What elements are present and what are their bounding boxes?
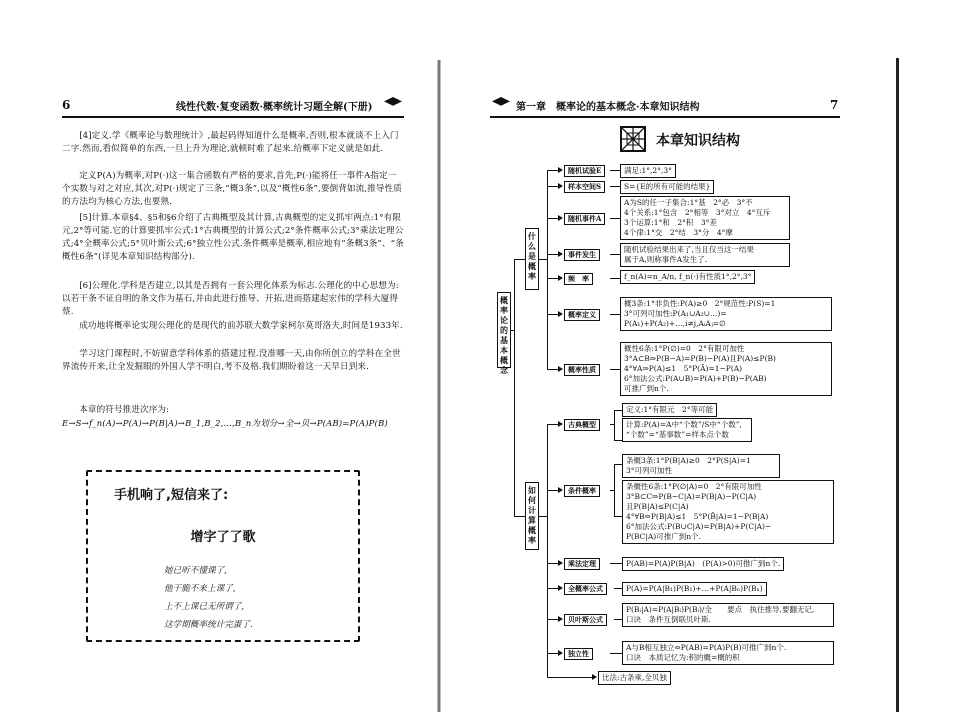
sms-line: 她已听不懂课了, [164, 566, 227, 576]
sms-line: 他干脆不来上课了, [164, 584, 236, 594]
node-frequency: f_n(A)=n_A/n, f_n(·)有性质1°,2°,3° [620, 270, 755, 284]
connector [514, 516, 525, 517]
node-label-probability-definition: 概率定义 [564, 309, 600, 321]
node-label-sample-space: 样本空间S [564, 181, 605, 193]
node-probability-properties: 概性6条:1°P(∅)=0 2°有限可加性 3°A⊂B⇒P(B−A)=P(B)−P(A)且P(A)≤P(B) 4°∀A⇒P(A)≤1 5°P(Ā)=1−P(A) 6°加法公式:P(A∪B)=P(A)+P(B)−P(AB) 可推广到n个. [620, 342, 832, 396]
group2-label: 如何计算概率 [525, 482, 539, 550]
paragraph-calculation: [5]计算.本章§4、§5和§6介绍了古典概型及其计算,古典概型的定义抓牢两点:1°有限元,2°等可能.它的计算要抓牢公式:1°古典概型的计算公式;2°条件概率公式;3°乘法定理公式;4°全概率公式;5°贝叶斯公式;6°独立性公式.条件概率是概率,相应地有“条概3条”、“条概性6条”(详见本章知识结构部分). [62, 213, 404, 262]
paragraph-learning: 学习这门课程时,不妨留意学科体系的搭建过程.没准哪一天,由你所创立的学科在全世界流传开来,让全发掘眼的外国人学不明白,考不及格.我们期盼着这一天早日到来. [62, 349, 401, 372]
left-page [0, 0, 440, 712]
node-classical-calc: 计算:P(A)=A中“个数”/S中“个数”, “个数”=“基事数”=样本点个数 [622, 418, 752, 442]
node-label-random-experiment: 随机试验E [564, 165, 605, 177]
left-header-rule [62, 116, 404, 118]
paragraph-axiomatization: [6]公理化.学科是否建立,以其是否拥有一套公理化体系为标志.公理化的中心思想为:以若干条不证自明的条文作为基石,并由此进行推导、开拓,进而搭建起宏伟的学科大厦得蔡. [62, 281, 399, 317]
connector [547, 424, 548, 677]
paragraph-symbol-order-intro: 本章的符号推进次序为: [79, 405, 170, 415]
node-label-random-event: 随机事件A [564, 213, 605, 225]
node-label-event-occurs: 事件发生 [564, 249, 600, 261]
connector [547, 170, 548, 369]
right-header-rule [490, 116, 840, 118]
connector [539, 259, 547, 260]
node-label-conditional-probability: 条件概率 [564, 485, 600, 497]
sms-line: 这学期概率统计完蛋了. [164, 620, 253, 630]
node-multiplication: P(AB)=P(A)P(B|A) (P(A)>0)可推广到n个. [622, 557, 784, 571]
right-page-header: 第一章 概率论的基本概念·本章知识结构 [516, 102, 700, 113]
paragraph-definition: [4]定义.学《概率论与数理统计》,最起码得知道什么是概率,否则,根本就谈不上入门二字.然而,看似简单的东西,一旦上升为理论,就顿时难了起来.给概率下定义就是如此. [62, 131, 399, 154]
node-label-independence: 独立性 [564, 648, 593, 660]
node-sample-space: S={E的所有可能的结果} [620, 180, 714, 194]
node-label-frequency: 频 率 [564, 273, 593, 285]
node-label-multiplication: 乘法定理 [564, 558, 600, 570]
node-total-probability: P(A)=P(A|B₁)P(B₁)+…+P(A|Bₙ)P(Bₙ) [622, 582, 767, 596]
paragraph-symbol-order: E→S→f_n(A)→P(A)→P(B|A)→B_1,B_2,…,B_n为划分→全→贝→P(AB)=P(A)P(B) [62, 419, 388, 429]
sms-box-title: 手机响了,短信来了: [114, 488, 229, 503]
left-page-header: 线性代数·复变函数·概率统计习题全解(下册) [176, 102, 373, 113]
node-label-bayes: 贝叶斯公式 [564, 614, 607, 626]
paragraph-probability-def: 定义P(A)为概率,对P(·)这一集合函数有严格的要求,首先,P(·)能将任一事件A指定一个实数与对之对应,其次,对P(·)规定了三条,“概3条”,以及“概性6条”,要倒背如流,推导性质的方法均为核心方法,也要熟. [62, 171, 402, 207]
node-probability-definition: 概3条:1°非负性:P(A)≥0 2°规范性:P(S)=1 3°可列可加性:P(A₁∪A₂∪…)= P(A₁)+P(A₂)+…,i≠j,AᵢAⱼ=∅ [620, 297, 832, 331]
footer-mnemonic-box: 比法:古条乘,全贝独 [598, 671, 671, 685]
group1-label: 什么是概率 [525, 228, 539, 290]
sms-box [86, 470, 360, 642]
node-event-occurs: 随机试验结果出来了,当且仅当这一结果 属于A,则称事件A发生了. [620, 243, 790, 267]
node-conditional-6: 条概性6条:1°P(∅|A)=0 2°有限可加性 3°B⊂C⇒P(B−C|A)=P(B|A)−P(C|A) 且P(B|A)≤P(C|A) 4°∀B⇒P(B|A)≤1 5°P(B̄|A)=1−P(B|A) 6°加法公式:P(B∪C|A)=P(B|A)+P(C|A)− P(BC|A)可推广到n个. [622, 480, 834, 544]
connector [514, 259, 525, 260]
node-bayes: P(Bᵢ|A)=P(A|Bᵢ)P(Bᵢ)/全 要点 执往推导,要翻无记, 口诀 条件互倒联贝叶斯. [622, 603, 834, 627]
node-random-event: A为S的任一子集合:1°基 2°必 3°不 4个关系:1°包含 2°相等 3°对立 4°互斥 3个运算:1°和 2°积 3°差 4个律:1°交 2°结 3°分 4°摩 [620, 196, 790, 240]
node-random-experiment: 满足:1°,2°,3° [620, 164, 676, 178]
mortarboard-icon [384, 97, 402, 108]
sms-line: 上不上课已无所谓了, [164, 602, 245, 612]
connector [511, 330, 515, 331]
sms-box-subtitle: 增字了了歌 [190, 530, 256, 545]
left-page-number: 6 [62, 98, 71, 112]
structure-title: 本章知识结构 [656, 133, 740, 149]
root-label: 概率论的基本概念 [497, 292, 511, 368]
connector [514, 259, 515, 516]
node-label-probability-properties: 概率性质 [564, 364, 600, 376]
node-conditional-3: 条概3条:1°P(B|A)≥0 2°P(S|A)=1 3°可列可加性 [622, 454, 780, 478]
node-label-total-probability: 全概率公式 [564, 583, 607, 595]
connector [539, 516, 547, 517]
page-edge [896, 58, 899, 712]
node-classical-def: 定义:1°有限元 2°等可能 [622, 403, 717, 417]
structure-title-icon [620, 126, 646, 152]
node-independence: A与B相互独立⇔P(AB)=P(A)P(B)可推广到n个. 口诀 本质记忆为:积的概=概的积 [622, 641, 834, 665]
node-label-classical-model: 古典概型 [564, 419, 600, 431]
paragraph-kolmogorov: 成功地将概率论实现公理化的是现代的前苏联大数学家柯尔莫哥洛夫,时间是1933年. [79, 321, 403, 331]
right-page-number: 7 [830, 98, 839, 112]
